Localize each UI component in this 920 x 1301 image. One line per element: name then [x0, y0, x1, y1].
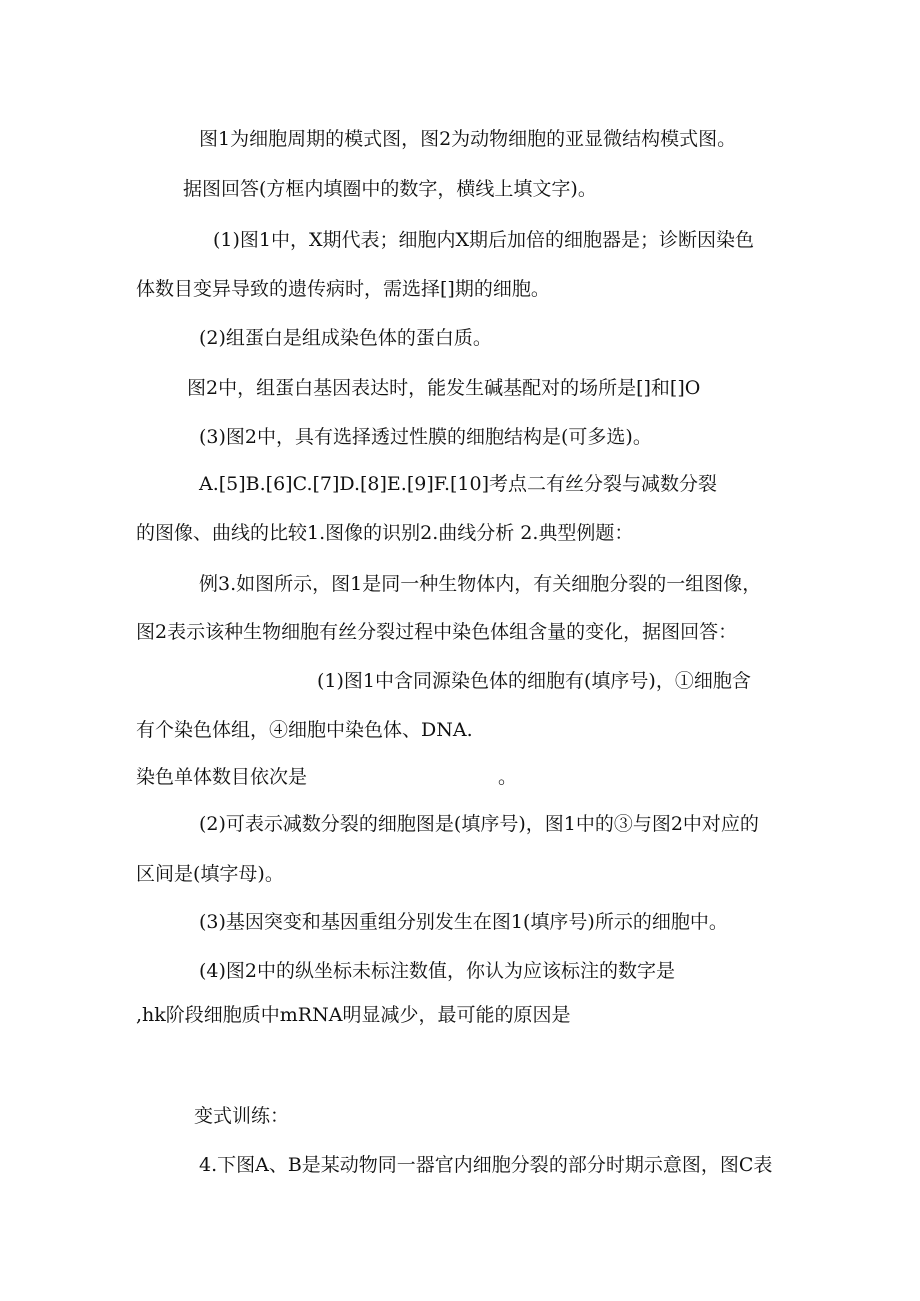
paragraph-line: (2)组蛋白是组成染色体的蛋白质。 [199, 327, 492, 349]
paragraph-line: 据图回答(方框内填圈中的数字，横线上填文字)。 [183, 178, 597, 200]
paragraph-line: (4)图2中的纵坐标未标注数值，你认为应该标注的数字是 [199, 960, 676, 982]
paragraph-line: (1)图1中，X期代表；细胞内X期后加倍的细胞器是；诊断因染色 [213, 229, 755, 251]
paragraph-line: (3)图2中，具有选择透过性膜的细胞结构是(可多选)。 [199, 426, 652, 448]
paragraph-line: ,hk阶段细胞质中mRNA明显减少，最可能的原因是 [136, 1004, 571, 1026]
paragraph-line: 图1为细胞周期的模式图，图2为动物细胞的亚显微结构模式图。 [199, 128, 737, 150]
paragraph-line: (2)可表示减数分裂的细胞图是(填序号)，图1中的③与图2中对应的 [199, 813, 759, 835]
paragraph-line: 图2表示该种生物细胞有丝分裂过程中染色体组含量的变化，据图回答： [136, 621, 738, 643]
paragraph-line: 4.下图A、B是某动物同一器官内细胞分裂的部分时期示意图，图C表 [199, 1154, 773, 1176]
paragraph-line: 例3.如图所示，图1是同一种生物体内，有关细胞分裂的一组图像， [199, 573, 762, 595]
paragraph-line: (1)图1中含同源染色体的细胞有(填序号)，①细胞含 [317, 670, 751, 692]
paragraph-line: A.[5]B.[6]C.[7]D.[8]E.[9]F.[10]考点二有丝分裂与减数分裂 [199, 473, 718, 495]
paragraph-line: (3)基因突变和基因重组分别发生在图1(填序号)所示的细胞中。 [199, 911, 728, 933]
paragraph-line: 的图像、曲线的比较1.图像的识别2.曲线分析 2.典型例题： [136, 522, 634, 544]
paragraph-line: 区间是(填字母)。 [136, 863, 284, 885]
paragraph-line: 图2中，组蛋白基因表达时，能发生碱基配对的场所是[]和[]O [187, 377, 701, 399]
paragraph-line: 有个染色体组，④细胞中染色体、DNA. [136, 719, 473, 741]
paragraph-line: 染色单体数目依次是 [136, 766, 308, 788]
paragraph-end-mark: 。 [498, 766, 518, 788]
paragraph-line: 体数目变异导致的遗传病时，需选择[]期的细胞。 [136, 278, 550, 300]
section-heading: 变式训练： [194, 1105, 290, 1127]
